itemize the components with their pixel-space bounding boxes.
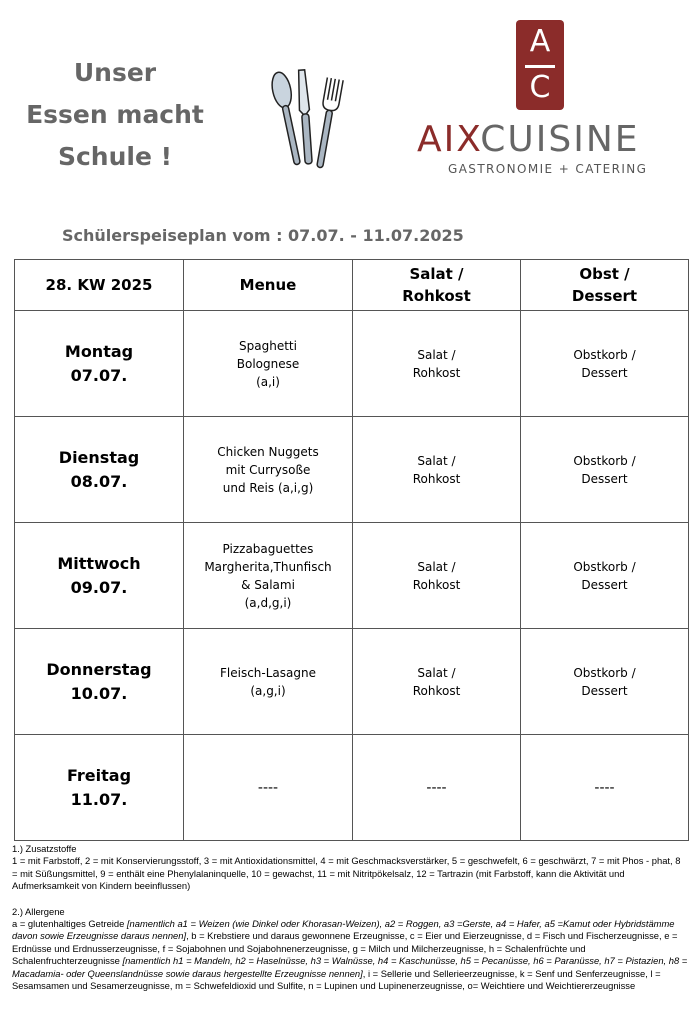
dessert-line: Obstkorb / xyxy=(573,665,636,680)
salad-line: Salat / xyxy=(417,453,456,468)
day-day: Montag xyxy=(64,341,134,361)
allergens-segment: [namentlich a1 = Weizen (wie Dinkel oder Khorasan-Weizen), a2 = Roggen, a3 =Gerste, a4 = Hafer, a5 =Kamut oder Hybridstämme davon sowie Erzeugnisse daraus nennen] xyxy=(12,918,675,942)
dessert-line: Obstkorb / xyxy=(573,453,636,468)
salad-cell xyxy=(353,735,521,841)
meal-line: Bolognese xyxy=(236,356,300,371)
salad-line: Rohkost xyxy=(412,683,461,698)
table-row xyxy=(15,523,689,629)
meal-cell xyxy=(184,311,353,417)
day-date: 09.07. xyxy=(70,577,128,597)
day-cell xyxy=(15,523,184,629)
allergens-segment: , b = Krebstiere und daraus gewonnene Erzeugnisse, c = Eier und Eierzeugnisse, d = Fisch und Fischerzeugnisse, e = Erdnüsse und Erdnusserzeugnisse, f = Sojabohnen und Sojabohnenerzeugnisse, g = Milch und Milcherzeugnisse, h = Schalenfrüchte und Schalenfruchterzeugnisse xyxy=(12,930,678,967)
day-day: Freitag xyxy=(66,765,132,785)
dessert-line: Dessert xyxy=(581,577,628,592)
day-date: 08.07. xyxy=(70,471,128,491)
brand-name-part1: AIX xyxy=(417,119,481,160)
brand-name xyxy=(417,118,667,162)
meal-line: (a,i) xyxy=(256,374,280,389)
meal-line: Chicken Nuggets xyxy=(217,444,319,459)
dessert-line: Dessert xyxy=(581,365,628,380)
day-cell xyxy=(15,417,184,523)
brand-tagline: GASTRONOMIE + CATERING xyxy=(448,162,648,176)
cutlery-icon xyxy=(258,62,350,174)
header-salad: Salat / Rohkost xyxy=(353,260,521,311)
meal-line: Spaghetti xyxy=(239,338,297,353)
day-date: 10.07. xyxy=(70,683,128,703)
salad-cell xyxy=(353,311,521,417)
dessert-cell xyxy=(521,629,689,735)
salad-cell xyxy=(353,629,521,735)
meal-line: (a,d,g,i) xyxy=(244,595,292,610)
plan-title: Schülerspeiseplan vom : 07.07. - 11.07.2025 xyxy=(62,226,464,245)
table-row xyxy=(15,417,689,523)
salad-cell xyxy=(353,417,521,523)
meal-line: (a,g,i) xyxy=(250,683,286,698)
salad-line: Salat / xyxy=(417,665,456,680)
dessert-cell xyxy=(521,311,689,417)
footnotes xyxy=(12,843,688,992)
dessert-line: Dessert xyxy=(581,683,628,698)
salad-line: Salat / xyxy=(417,347,456,362)
slogan-line: Schule ! xyxy=(57,142,173,171)
meal-cell xyxy=(184,523,353,629)
logo-letter-a: A xyxy=(529,24,551,59)
salad-line: Salat / xyxy=(417,559,456,574)
allergens-segment: a = glutenhaltiges Getreide xyxy=(12,918,127,930)
meal-cell xyxy=(184,417,353,523)
meal-line: & Salami xyxy=(241,577,295,592)
slogan-line: Unser xyxy=(73,58,157,87)
meal-cell xyxy=(184,629,353,735)
logo-letter-c: C xyxy=(529,70,551,105)
salad-line: Rohkost xyxy=(412,577,461,592)
allergens-segment: , i = Sellerie und Sellerieerzeugnisse, k = Senf und Senferzeugnisse, l = Sesamsamen und Sesamerzeugnisse, m = Schwefeldioxid und Sulfite, n = Lupinen und Lupinenerzeugnisse, o= Weichtiere und Weichtiererzeugnisse xyxy=(12,967,661,992)
salad-line: Rohkost xyxy=(412,471,461,486)
table-row xyxy=(15,735,689,841)
slogan xyxy=(10,52,220,178)
meal-line: Margherita,Thunfisch xyxy=(204,559,332,574)
day-date: 07.07. xyxy=(70,365,128,385)
additives-title: 1.) Zusatzstoffe xyxy=(12,843,77,854)
day-cell xyxy=(15,735,184,841)
day-date: 11.07. xyxy=(70,789,128,809)
header-dessert: Obst / Dessert xyxy=(521,260,689,311)
dessert-line: Dessert xyxy=(581,471,628,486)
header-menu: Menue xyxy=(184,260,353,311)
salad-line: ---- xyxy=(426,779,447,796)
allergens-title: 2.) Allergene xyxy=(12,905,65,917)
brand-name-part2: CUISINE xyxy=(480,119,640,160)
dessert-cell xyxy=(521,417,689,523)
meal-line: Pizzabaguettes xyxy=(222,541,314,556)
logo-divider xyxy=(525,65,555,68)
day-day: Mittwoch xyxy=(57,553,141,573)
table-row xyxy=(15,311,689,417)
menu-table xyxy=(14,259,689,841)
day-day: Dienstag xyxy=(58,447,140,467)
brand-logo-mark xyxy=(516,20,564,110)
salad-line: Rohkost xyxy=(412,365,461,380)
day-cell xyxy=(15,629,184,735)
salad-cell xyxy=(353,523,521,629)
additives-text: 1 = mit Farbstoff, 2 = mit Konservierungsstoff, 3 = mit Antioxidationsmittel, 4 = mit Geschmacksverstärker, 5 = geschwefelt, 6 = geschwärzt, 7 = mit Phos - phat, 8 = mit Süßungsmittel, 9 = enthält eine Phenylalaninquelle, 10 = gewachst, 11 = mit Nitritpökelsalz, 12 = Tartrazin (mit Farbstoff, kann die Aktivität und Aufmerksamkeit von Kindern beeinflussen) xyxy=(12,855,681,892)
table-header-row xyxy=(15,260,689,311)
meal-line: ---- xyxy=(257,779,279,796)
header-week: 28. KW 2025 xyxy=(15,260,184,311)
dessert-line: Obstkorb / xyxy=(573,347,636,362)
dessert-cell xyxy=(521,523,689,629)
meal-line: mit Currysoße xyxy=(225,462,311,477)
meal-line: Fleisch-Lasagne xyxy=(220,665,316,680)
allergens-segment: [namentlich h1 = Mandeln, h2 = Haselnüsse, h3 = Walnüsse, h4 = Kaschunüsse, h5 = Pecanüsse, h6 = Paranüsse, h7 = Pistazien, h8 = Macadamia- oder Queenslandnüsse sowie daraus hergestellte Erzeugnisse nennen] xyxy=(12,955,688,979)
dessert-line: ---- xyxy=(594,779,615,796)
day-day: Donnerstag xyxy=(46,659,152,679)
day-cell xyxy=(15,311,184,417)
dessert-cell xyxy=(521,735,689,841)
meal-line: und Reis (a,i,g) xyxy=(222,480,314,495)
slogan-line: Essen macht xyxy=(26,100,204,129)
allergens-text xyxy=(12,918,688,992)
meal-cell xyxy=(184,735,353,841)
dessert-line: Obstkorb / xyxy=(573,559,636,574)
table-row xyxy=(15,629,689,735)
